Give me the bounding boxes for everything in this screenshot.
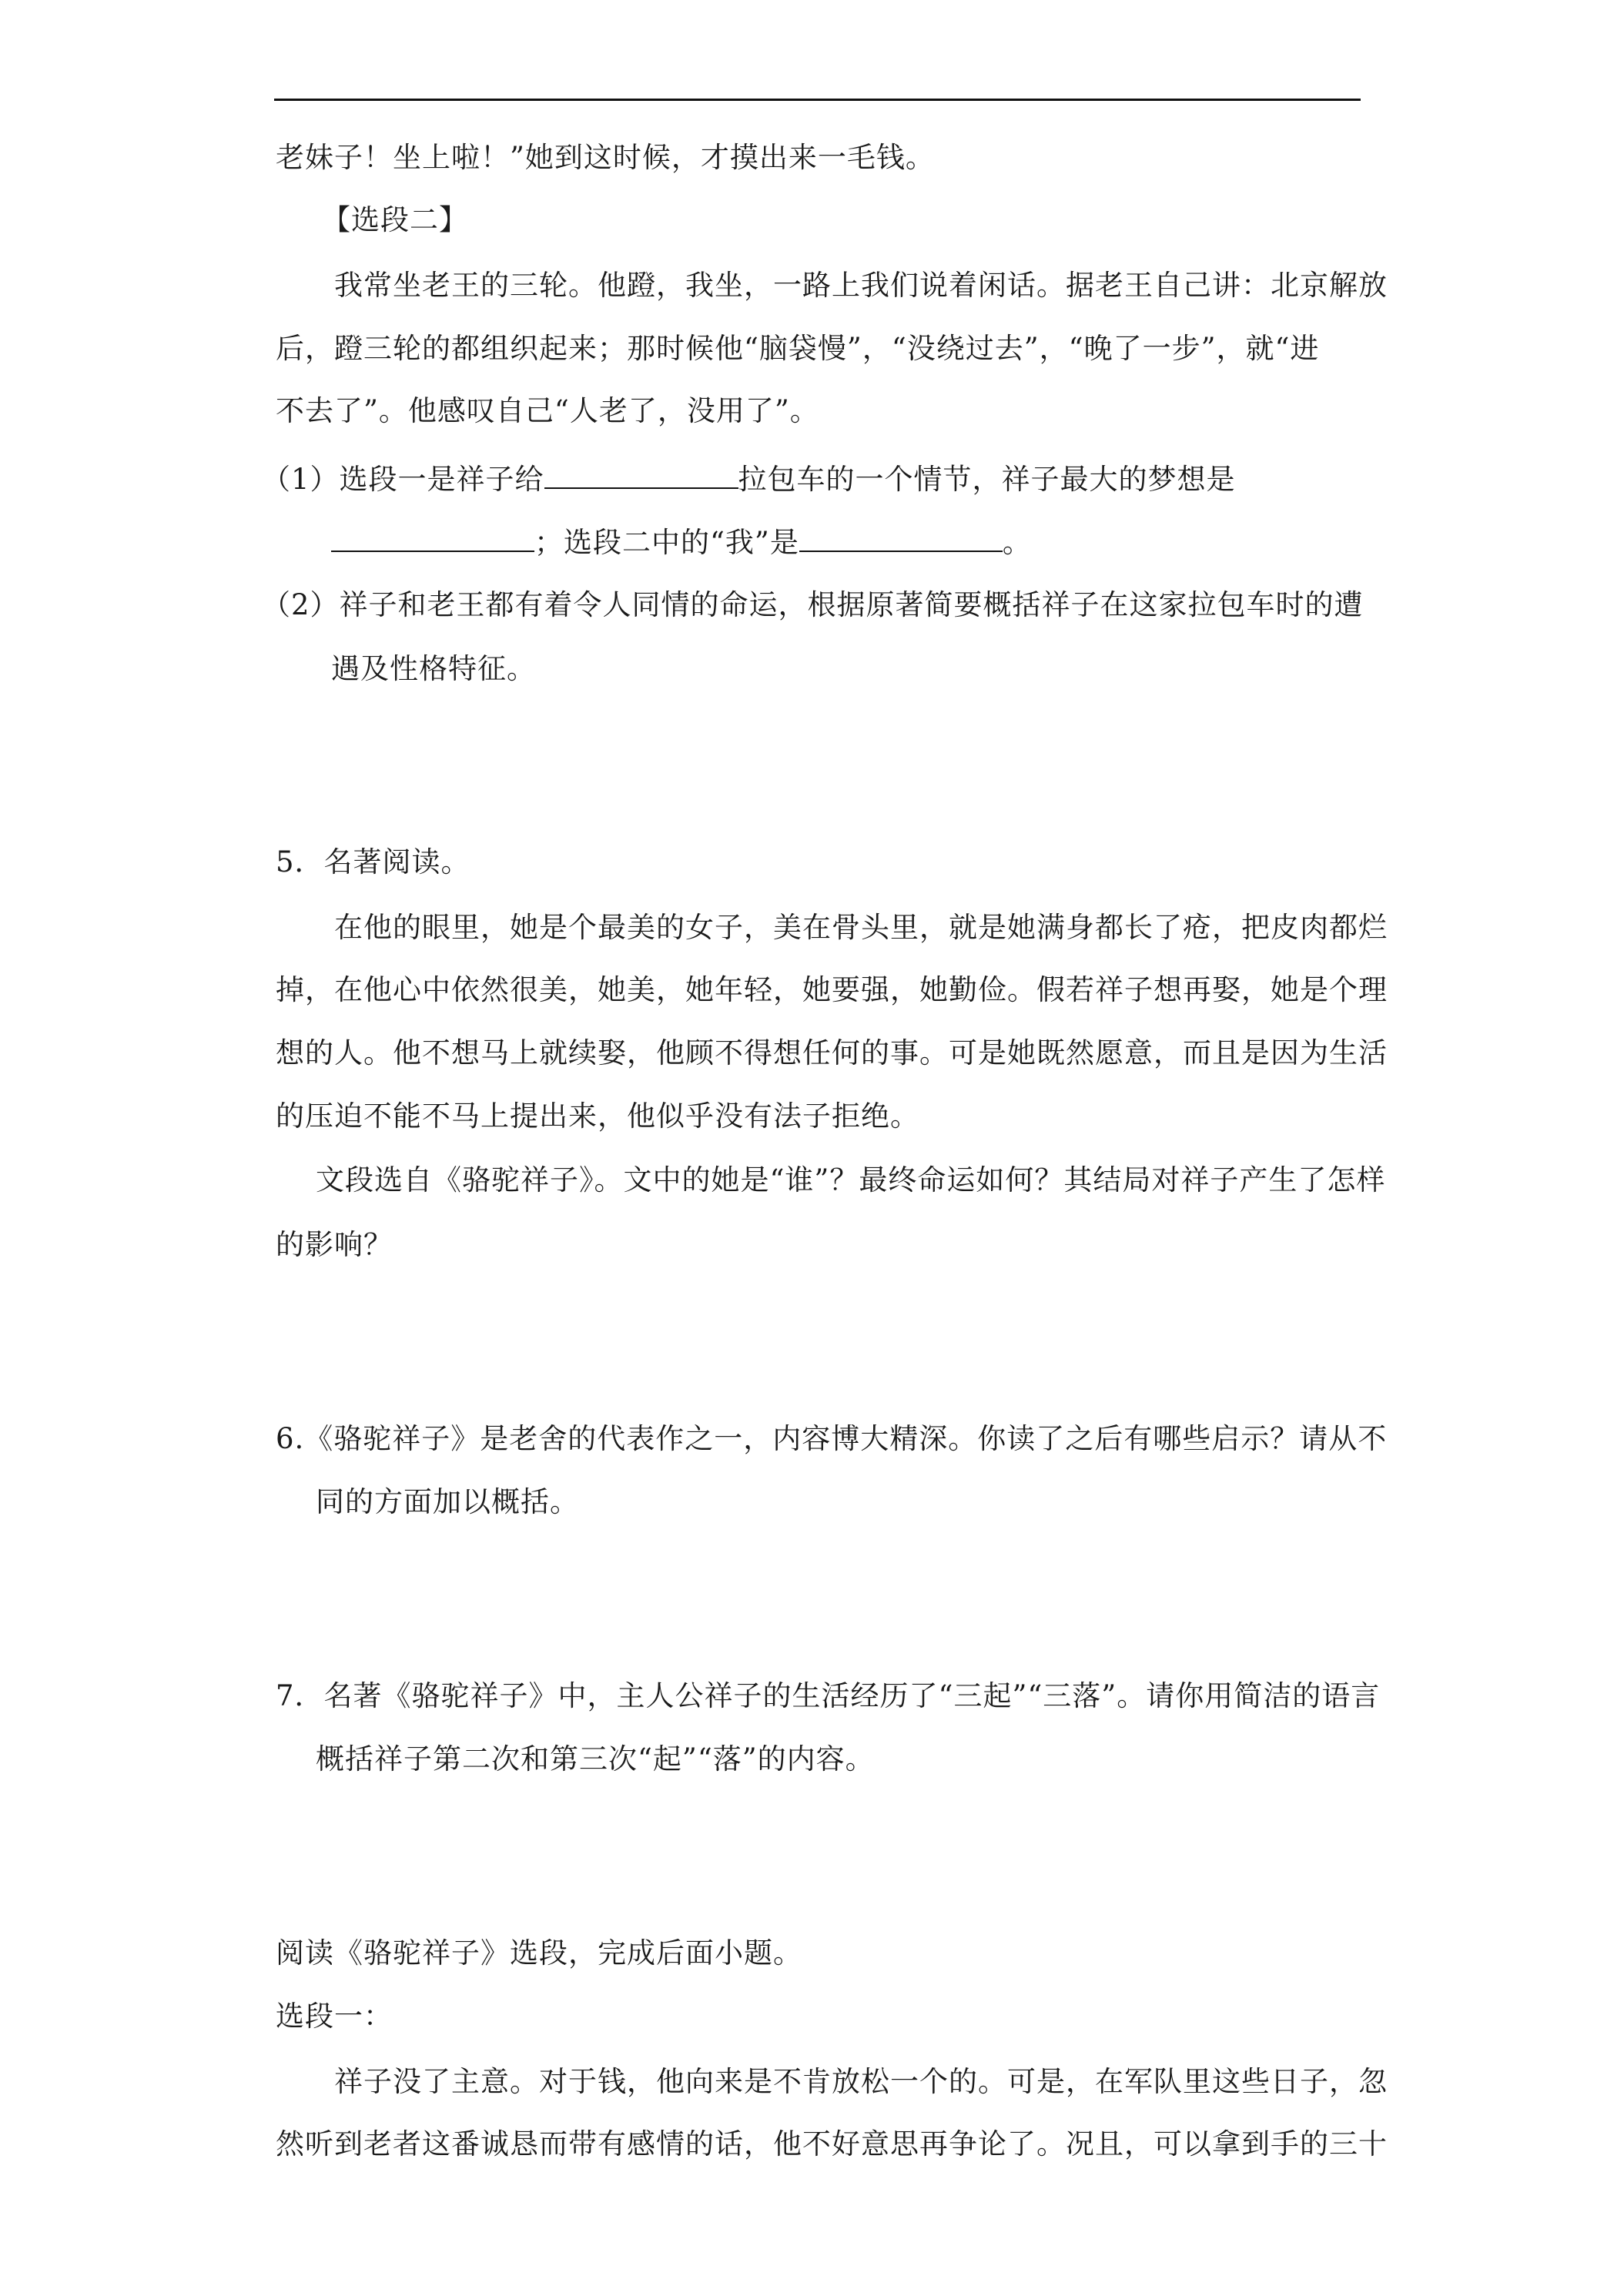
text-line: 我常坐老王的三轮。他蹬，我坐，一路上我们说着闲话。据老王自己讲：北京解放 [334, 269, 1388, 302]
excerpt-label: 选段一： [276, 2000, 393, 2033]
answer-blank[interactable] [799, 521, 1003, 552]
question-2: （2）祥子和老王都有着令人同情的命运，根据原著简要概括祥子在这家拉包车时的遭 [262, 588, 1364, 621]
text-line: 后，蹬三轮的都组织起来；那时候他“脑袋慢”，“没绕过去”，“晚了一步”，就“进 [276, 332, 1320, 365]
question-text: 文段选自《骆驼祥子》。文中的她是“谁”？最终命运如何？其结局对祥子产生了怎样 [316, 1163, 1386, 1197]
question-5-title: 5．名著阅读。 [276, 845, 470, 879]
passage-line: 在他的眼里，她是个最美的女子，美在骨头里，就是她满身都长了疮，把皮肉都烂 [334, 911, 1388, 944]
question-text: 的影响？ [276, 1228, 393, 1261]
passage-line: 的压迫不能不马上提出来，他似乎没有法子拒绝。 [276, 1099, 919, 1133]
question-7: 7．名著《骆驼祥子》中，主人公祥子的生活经历了“三起”“三落”。请你用简洁的语言 [276, 1679, 1381, 1712]
passage-line: 想的人。他不想马上就续娶，他顾不得想任何的事。可是她既然愿意，而且是因为生活 [276, 1036, 1388, 1069]
reading-instruction: 阅读《骆驼祥子》选段，完成后面小题。 [276, 1936, 802, 1970]
passage-line: 祥子没了主意。对于钱，他向来是不肯放松一个的。可是，在军队里这些日子，忽 [334, 2065, 1388, 2098]
header-rule [274, 99, 1361, 101]
question-6: 6.《骆驼祥子》是老舍的代表作之一，内容博大精深。你读了之后有哪些启示？请从不 [276, 1422, 1388, 1455]
question-text: ；选段二中的“我”是 [534, 526, 799, 559]
question-6-cont: 同的方面加以概括。 [316, 1485, 579, 1518]
question-7-cont: 概括祥子第二次和第三次“起”“落”的内容。 [316, 1742, 875, 1776]
question-2-cont: 遇及性格特征。 [331, 652, 536, 685]
answer-blank[interactable] [544, 458, 738, 489]
answer-blank[interactable] [331, 521, 534, 552]
text-line: 老妹子！坐上啦！”她到这时候，才摸出来一毛钱。 [276, 141, 935, 174]
question-1 [262, 458, 1236, 499]
section-heading: 【选段二】 [322, 203, 468, 236]
text-line: 不去了”。他感叹自己“人老了，没用了”。 [276, 394, 819, 427]
question-text: 拉包车的一个情节，祥子最大的梦想是 [738, 463, 1236, 496]
question-1-cont [331, 521, 1032, 562]
question-text: 。 [1002, 526, 1032, 559]
passage-line: 然听到老者这番诚恳而带有感情的话，他不好意思再争论了。况且，可以拿到手的三十 [276, 2127, 1388, 2160]
passage-line: 掉，在他心中依然很美，她美，她年轻，她要强，她勤俭。假若祥子想再娶，她是个理 [276, 973, 1388, 1006]
question-text: （1）选段一是祥子给 [262, 463, 544, 496]
